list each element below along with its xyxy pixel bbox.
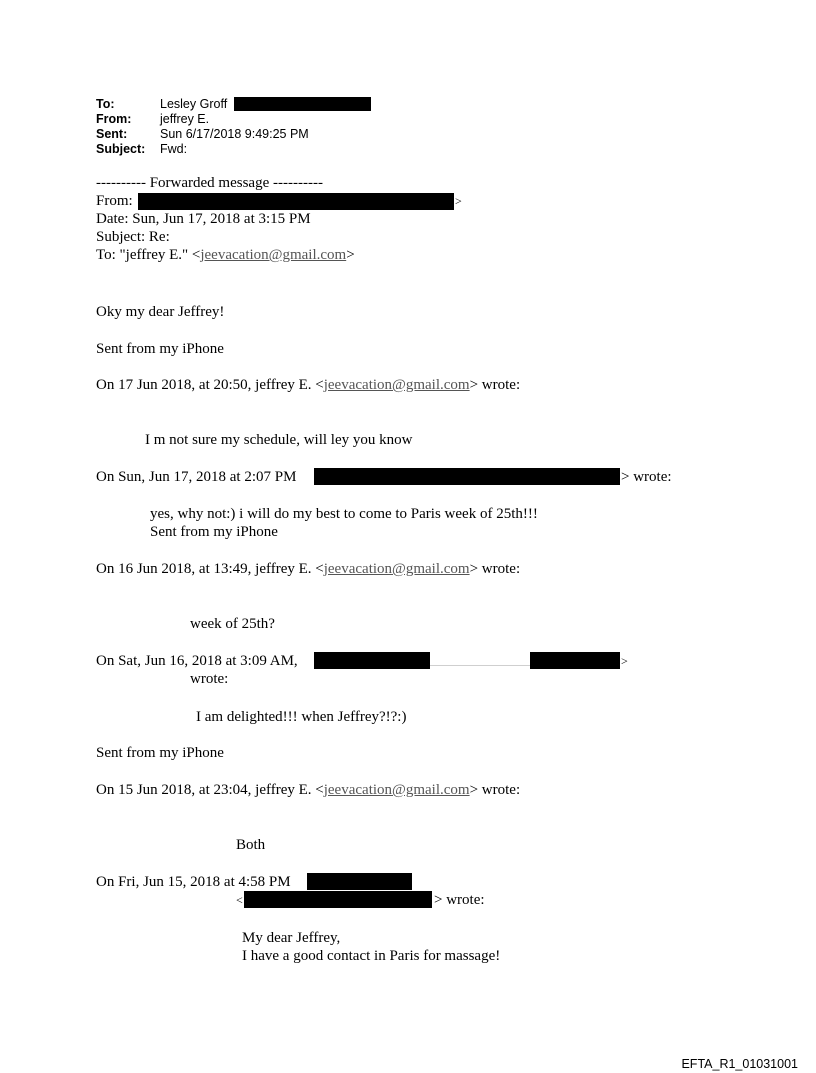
fwd-to-email-link[interactable]: jeevacation@gmail.com xyxy=(200,247,347,263)
subject-label: Subject: xyxy=(96,142,146,156)
fwd-to xyxy=(96,247,355,264)
redaction-block xyxy=(138,193,454,210)
signature: Sent from my iPhone xyxy=(96,341,224,357)
forwarded-banner: ---------- Forwarded message ---------- xyxy=(96,175,323,191)
bates-number: EFTA_R1_01031001 xyxy=(681,1057,798,1071)
message-text: Both xyxy=(236,837,266,853)
message-text: Oky my dear Jeffrey! xyxy=(96,304,225,320)
email-link[interactable]: jeevacation@gmail.com xyxy=(323,782,470,798)
message-text: I am delighted!!! when Jeffrey?!?:) xyxy=(196,709,407,725)
email-link[interactable]: jeevacation@gmail.com xyxy=(323,377,470,393)
redaction-block xyxy=(314,652,430,669)
quote-header: On Fri, Jun 15, 2018 at 4:58 PM xyxy=(96,874,291,890)
quote-wrote: > wrote: xyxy=(434,892,485,908)
message-text: I have a good contact in Paris for massage! xyxy=(242,948,501,964)
quote-wrote: > wrote: xyxy=(621,469,672,485)
redaction-block xyxy=(234,97,370,111)
signature: Sent from my iPhone xyxy=(96,745,224,761)
quote-header: On Sat, Jun 16, 2018 at 3:09 AM, xyxy=(96,653,298,669)
from-value: jeffrey E. xyxy=(160,112,210,126)
fwd-date: Date: Sun, Jun 17, 2018 at 3:15 PM xyxy=(96,211,311,227)
to-value: Lesley Groff xyxy=(160,97,228,111)
redaction-bracket: > xyxy=(621,654,628,668)
sent-value: Sun 6/17/2018 9:49:25 PM xyxy=(160,127,309,141)
quote-header: On 16 Jun 2018, at 13:49, jeffrey E. <jeevacation@gmail.com> wrote: xyxy=(96,561,521,577)
to-label: To: xyxy=(96,97,115,111)
sent-label: Sent: xyxy=(96,127,128,141)
redaction-block xyxy=(307,873,412,890)
fwd-to-suffix: > xyxy=(346,247,355,263)
message-text: week of 25th? xyxy=(190,616,275,632)
fwd-subject: Subject: Re: xyxy=(96,229,170,245)
quote-header: On Sun, Jun 17, 2018 at 2:07 PM xyxy=(96,469,297,485)
redaction-block xyxy=(314,468,620,485)
quote-wrote: wrote: xyxy=(190,671,229,687)
message-text: yes, why not:) i will do my best to come to Paris week of 25th!!! xyxy=(150,506,538,522)
quote-header: On 17 Jun 2018, at 20:50, jeffrey E. <jeevacation@gmail.com> wrote: xyxy=(96,377,521,393)
quote-header: On 15 Jun 2018, at 23:04, jeffrey E. <jeevacation@gmail.com> wrote: xyxy=(96,782,521,798)
subject-value: Fwd: xyxy=(160,142,188,156)
from-label: From: xyxy=(96,112,132,126)
redaction-edge xyxy=(370,97,371,111)
fwd-from-label: From: xyxy=(96,193,133,209)
redaction-bracket: > xyxy=(455,194,462,208)
redaction-block xyxy=(530,652,620,669)
email-link[interactable]: jeevacation@gmail.com xyxy=(323,561,470,577)
redaction-bracket: < xyxy=(236,893,243,907)
fwd-to-prefix: To: "jeffrey E." < xyxy=(96,247,201,263)
redaction-ghost xyxy=(430,665,530,666)
message-text: I m not sure my schedule, will ley you know xyxy=(145,432,413,448)
redaction-block xyxy=(244,891,432,908)
message-text: My dear Jeffrey, xyxy=(242,930,341,946)
signature: Sent from my iPhone xyxy=(150,524,278,540)
